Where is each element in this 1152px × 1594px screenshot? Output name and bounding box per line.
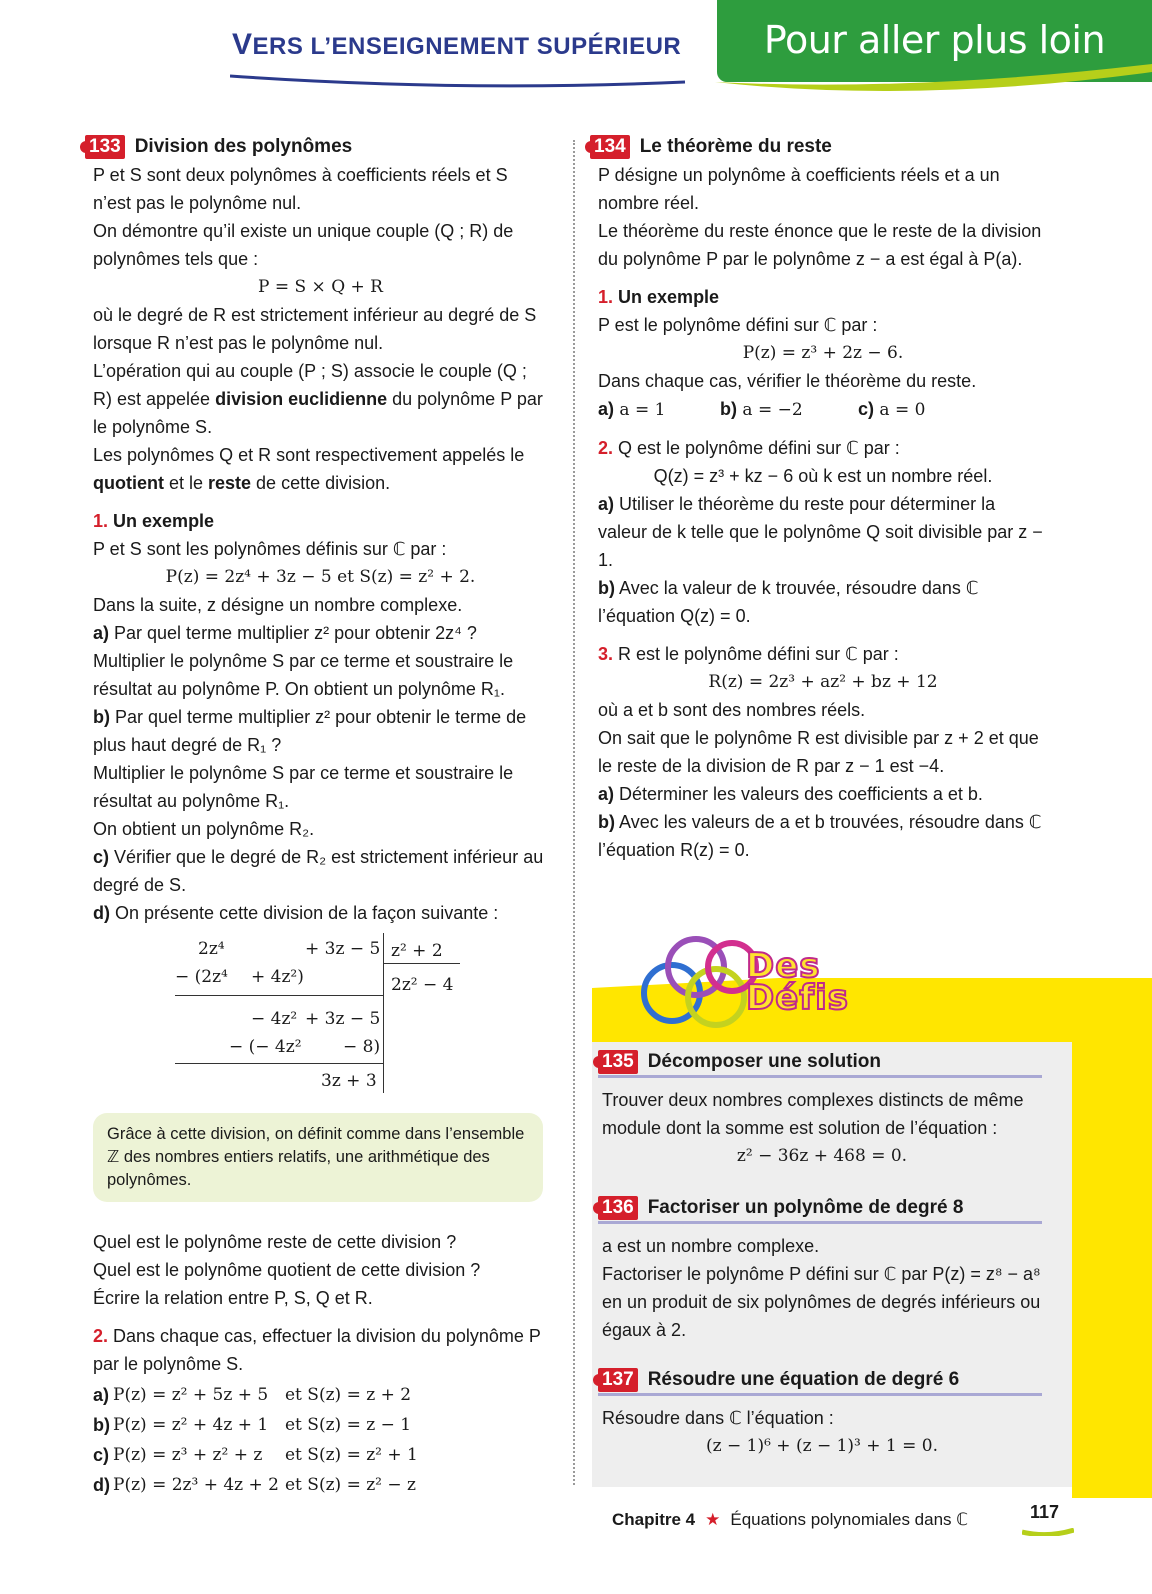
paragraph: P et S sont les polynômes définis sur ℂ par : [93,539,447,559]
exercise-number: 137 [598,1368,638,1392]
division-divisor: z² + 2 [391,941,443,961]
paragraph: Factoriser le polynôme P défini sur ℂ par P(z) = z⁸ − a⁸ en un produit de six polynômes de degrés inférieurs ou égaux à 2. [602,1264,1041,1340]
paragraph: On sait que le polynôme R est divisible par z + 2 et que le reste de la division de R par z − 1 est −4. [598,728,1039,776]
question-2: 2. Dans chaque cas, effectuer la division du polynôme P par le polynôme S. [93,1326,541,1374]
exercise-title: Division des polynômes [134,136,353,157]
answer-options: a) a = 1 b) a = −2 c) a = 0 [598,399,926,420]
division-term: + 3z − 5 [305,939,381,959]
formula: z² − 36z + 468 = 0. [736,1146,908,1166]
division-term: − 8) [343,1037,381,1057]
paragraph: Multiplier le polynôme S par ce terme et soustraire le résultat au polynôme P. On obtient un polynôme R₁. [93,651,514,699]
exercise-title: Le théorème du reste [639,136,832,157]
question-heading: 1. Un exemple [598,287,720,307]
long-division [93,933,548,1093]
subquestion-b: b) Par quel terme multiplier z² pour obtenir le terme de plus haut degré de R₁ ? [93,707,527,755]
exercise-133 [89,133,548,1500]
paragraph: Résoudre dans ℂ l’équation : [602,1408,834,1428]
chapter-label: Chapitre 4 [612,1510,696,1529]
header-underline [230,70,690,92]
exercise-number: 133 [85,135,125,159]
exercise-136 [602,1194,1042,1344]
column-divider [573,140,575,1485]
question-2: 2. Q est le polynôme défini sur ℂ par : [598,438,900,458]
paragraph: Trouver deux nombres complexes distincts de même module dont la somme est solution de l’équation : [602,1090,1024,1138]
division-remainder: 3z + 3 [321,1071,377,1091]
star-icon: ★ [705,1510,721,1529]
section-title: VERS L’ENSEIGNEMENT SUPÉRIEUR [232,28,682,61]
exercise-number: 134 [590,135,630,159]
division-term: − (2z⁴ [175,967,228,987]
info-note [93,1113,543,1202]
exercise-header [598,1048,1042,1078]
paragraph: Dans chaque cas, vérifier le théorème du reste. [598,371,977,391]
question-heading: 1. Un exemple [93,511,215,531]
subquestion-c: c) Vérifier que le degré de R₂ est strictement inférieur au degré de S. [93,847,544,895]
case-item: d) P(z) = 2z³ + 4z + 2 et S(z) = z² − z [93,1475,416,1495]
page-number-underline [1022,1528,1074,1536]
subquestion-a: a) Utiliser le théorème du reste pour déterminer la valeur de k telle que le polynôme Q soit divisible par z − 1. [598,494,1043,570]
subquestion-b: b) Avec les valeurs de a et b trouvées, résoudre dans ℂ l’équation R(z) = 0. [598,812,1042,860]
case-item: c) P(z) = z³ + z² + z et S(z) = z² + 1 [93,1445,418,1465]
rings-icon [640,935,760,1030]
banner-title: Pour aller plus loin [763,18,1106,62]
formula: P = S × Q + R [258,277,383,297]
paragraph: Le théorème du reste énonce que le reste de la division du polynôme P par le polynôme z − a est égal à P(a). [598,221,1042,269]
exercise-header [598,1194,1042,1224]
division-quotient: 2z² − 4 [391,975,454,995]
paragraph: où le degré de R est strictement inférieur au degré de S lorsque R n’est pas le polynôme nul. [93,305,537,353]
exercise-134 [594,133,1048,864]
exercise-title: Décomposer une solution [647,1050,882,1072]
banner-swoosh [715,64,1152,104]
paragraph: On démontre qu’il existe un unique couple (Q ; R) de polynômes tels que : [93,221,514,269]
paragraph: Dans la suite, z désigne un nombre complexe. [93,595,463,615]
formula: P(z) = z³ + 2z − 6. [742,343,904,363]
case-item: b) P(z) = z² + 4z + 1 et S(z) = z − 1 [93,1415,412,1435]
exercise-number: 135 [598,1050,638,1074]
page-footer [612,1510,968,1530]
case-item: a) P(z) = z² + 5z + 5 et S(z) = z + 2 [93,1385,412,1405]
paragraph: Multiplier le polynôme S par ce terme et soustraire le résultat au polynôme R₁. [93,763,514,811]
exercise-header [598,1366,1042,1396]
formula: P(z) = 2z⁴ + 3z − 5 et S(z) = z² + 2. [165,567,476,587]
paragraph: Quel est le polynôme reste de cette division ? [93,1232,457,1252]
formula: R(z) = 2z³ + az² + bz + 12 [708,672,938,692]
exercise-135 [602,1048,1042,1170]
exercise-number: 136 [598,1196,638,1220]
subquestion-a: a) Par quel terme multiplier z² pour obtenir 2z⁴ ? [93,623,477,643]
division-term: − (− 4z² [229,1037,302,1057]
division-term: + 3z − 5 [305,1009,381,1029]
exercise-header [85,133,548,161]
paragraph: L’opération qui au couple (P ; S) associe le couple (Q ; R) est appelée division euclidienne du polynôme P par le polynôme S. [93,361,543,437]
division-term: − 4z² [251,1009,298,1029]
formula: (z − 1)⁶ + (z − 1)³ + 1 = 0. [706,1436,938,1456]
paragraph: P est le polynôme défini sur ℂ par : [598,315,878,335]
subquestion-a: a) Déterminer les valeurs des coefficients a et b. [598,784,983,804]
paragraph: Écrire la relation entre P, S, Q et R. [93,1288,373,1308]
question-3: 3. R est le polynôme défini sur ℂ par : [598,644,899,664]
subquestion-d: d) On présente cette division de la façon suivante : [93,903,499,923]
page-number: 117 [1030,1502,1060,1522]
paragraph: P et S sont deux polynômes à coefficients réels et S n’est pas le polynôme nul. [93,165,508,213]
paragraph: On obtient un polynôme R₂. [93,819,315,839]
paragraph: où a et b sont des nombres réels. [598,700,866,720]
paragraph: P désigne un polynôme à coefficients réels et a un nombre réel. [598,165,1000,213]
note-text: Grâce à cette division, on définit comme dans l’ensemble ℤ des nombres entiers relatifs, une arithmétique des polynômes. [107,1125,525,1189]
chapter-topic: Équations polynomiales dans ℂ [730,1510,969,1529]
paragraph: a est un nombre complexe. [602,1236,820,1256]
subquestion-b: b) Avec la valeur de k trouvée, résoudre dans ℂ l’équation Q(z) = 0. [598,578,979,626]
paragraph: Quel est le polynôme quotient de cette division ? [93,1260,481,1280]
exercise-137 [602,1366,1042,1460]
exercise-header [590,133,1048,161]
division-term: + 4z²) [251,967,304,987]
case-list [93,1380,548,1500]
exercise-title: Résoudre une équation de degré 6 [647,1368,960,1390]
exercise-title: Factoriser un polynôme de degré 8 [647,1196,964,1218]
paragraph: Les polynômes Q et R sont respectivement appelés le quotient et le reste de cette division. [93,445,525,493]
formula: Q(z) = z³ + kz − 6 où k est un nombre réel. [653,466,993,486]
division-term: 2z⁴ [198,939,225,959]
defis-logo: Des Défis [746,946,849,1018]
